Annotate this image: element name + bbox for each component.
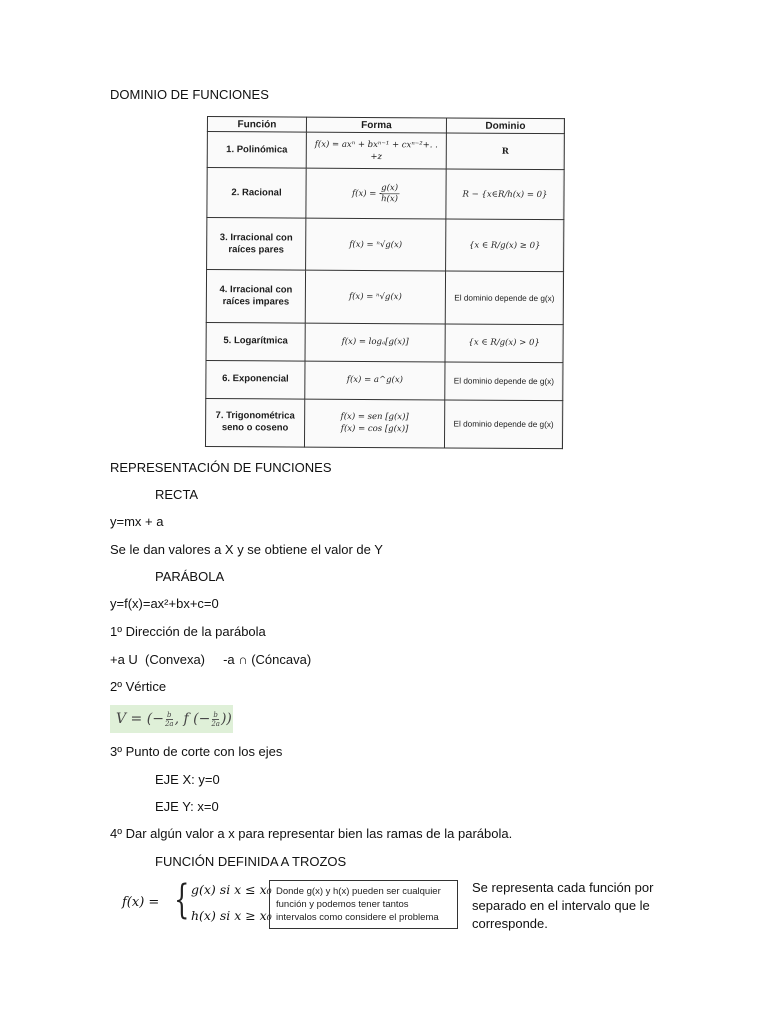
parabola-step1-detail: +a U (Convexa) -a ∩ (Cóncava) <box>110 652 312 667</box>
vertex-lead: V = (− <box>116 711 164 727</box>
parabola-title: PARÁBOLA <box>155 569 225 584</box>
eje-y: EJE Y: x=0 <box>155 799 219 814</box>
table-row <box>207 132 564 170</box>
cell-funcion: 7. Trigonométrica seno o coseno <box>205 398 304 447</box>
cell-funcion: 5. Logarítmica <box>206 322 305 361</box>
forma-line: f(x) = cos [g(x)] <box>340 424 409 435</box>
vertex-fraction-den: 2a <box>164 719 174 728</box>
parabola-step2: 2º Vértice <box>110 679 167 694</box>
cell-funcion: 6. Exponencial <box>206 360 305 399</box>
cell-dominio: {x ∈ R/g(x) > 0} <box>445 324 563 363</box>
cell-forma: f(x) = logₐ[g(x)] <box>305 323 445 362</box>
cell-funcion: 1. Polinómica <box>207 132 306 169</box>
vertex-fraction-num: b <box>167 710 172 719</box>
vertex-formula <box>110 705 233 733</box>
fraction-denominator: h(x) <box>381 194 399 205</box>
vertex-close: )) <box>220 711 232 727</box>
piecewise-line1: g(x) si x ≤ x₀ <box>191 882 272 897</box>
col-header-dominio: Dominio <box>446 118 564 134</box>
vertex-fraction <box>165 711 174 728</box>
fraction-numerator: g(x) <box>379 183 400 194</box>
cell-dominio: El dominio depende de g(x) <box>445 362 563 401</box>
recta-formula: y=mx + a <box>110 514 164 529</box>
table-row <box>206 322 563 362</box>
forma-line: f(x) = sen [g(x)] <box>340 412 409 423</box>
piecewise-brace: { <box>174 877 190 923</box>
forma-prefix: f(x) = <box>351 189 380 200</box>
parabola-step1: 1º Dirección de la parábola <box>110 624 266 639</box>
cell-dominio: El dominio depende de g(x) <box>444 400 562 449</box>
recta-title: RECTA <box>155 487 199 502</box>
table-row <box>206 360 563 400</box>
vertex-fraction-den: 2a <box>211 719 220 728</box>
heading-dominio: DOMINIO DE FUNCIONES <box>110 87 269 102</box>
piecewise-formula <box>122 877 272 926</box>
col-header-forma: Forma <box>306 117 446 133</box>
vertex-mid: , f (− <box>174 711 211 727</box>
cell-forma: f(x) = axⁿ + bxⁿ⁻¹ + cxⁿ⁻²+. . +z <box>306 132 446 169</box>
cell-forma: f(x) = a^g(x) <box>305 361 445 400</box>
piecewise-side-text: Se representa cada función por separado en el intervalo que le corresponde. <box>472 880 654 931</box>
trozos-title: FUNCIÓN DEFINIDA A TROZOS <box>155 854 347 869</box>
recta-text: Se le dan valores a X y se obtiene el valor de Y <box>110 542 383 557</box>
cell-funcion: 2. Racional <box>207 168 306 219</box>
vertex-fraction <box>211 711 220 728</box>
table-row <box>205 398 562 448</box>
eje-x: EJE X: y=0 <box>155 772 220 787</box>
cell-forma: f(x) = ⁿ√g(x) <box>305 271 445 324</box>
cell-funcion: 3. Irracional con raíces pares <box>207 218 306 271</box>
fraction <box>379 183 400 204</box>
parabola-formula: y=f(x)=ax²+bx+c=0 <box>110 596 219 611</box>
domain-table <box>205 116 564 449</box>
cell-forma: f(x) = ⁿ√g(x) <box>306 218 446 271</box>
cell-forma <box>306 168 446 219</box>
table-row <box>206 270 563 324</box>
piecewise-line2: h(x) si x ≥ x₀ <box>191 908 272 923</box>
piecewise-fx: f(x) = <box>122 895 160 910</box>
heading-representacion: REPRESENTACIÓN DE FUNCIONES <box>110 460 332 475</box>
cell-funcion: 4. Irracional con raíces impares <box>206 270 305 323</box>
cell-dominio: R − {x∈R/h(x) = 0} <box>446 169 564 220</box>
cell-forma <box>304 399 444 448</box>
parabola-step3: 3º Punto de corte con los ejes <box>110 744 283 759</box>
cell-dominio: {x ∈ R/g(x) ≥ 0} <box>446 219 564 272</box>
cell-dominio: El dominio depende de g(x) <box>445 271 563 324</box>
vertex-fraction-num: b <box>213 710 218 719</box>
table-row <box>207 218 564 272</box>
cell-dominio: R <box>446 133 564 170</box>
piecewise-note-box: Donde g(x) y h(x) pueden ser cualquier función y podemos tener tantos intervalos como considere el problema <box>269 880 458 929</box>
parabola-step4: 4º Dar algún valor a x para representar bien las ramas de la parábola. <box>110 826 513 841</box>
table-row <box>207 168 564 220</box>
col-header-funcion: Función <box>207 117 306 133</box>
